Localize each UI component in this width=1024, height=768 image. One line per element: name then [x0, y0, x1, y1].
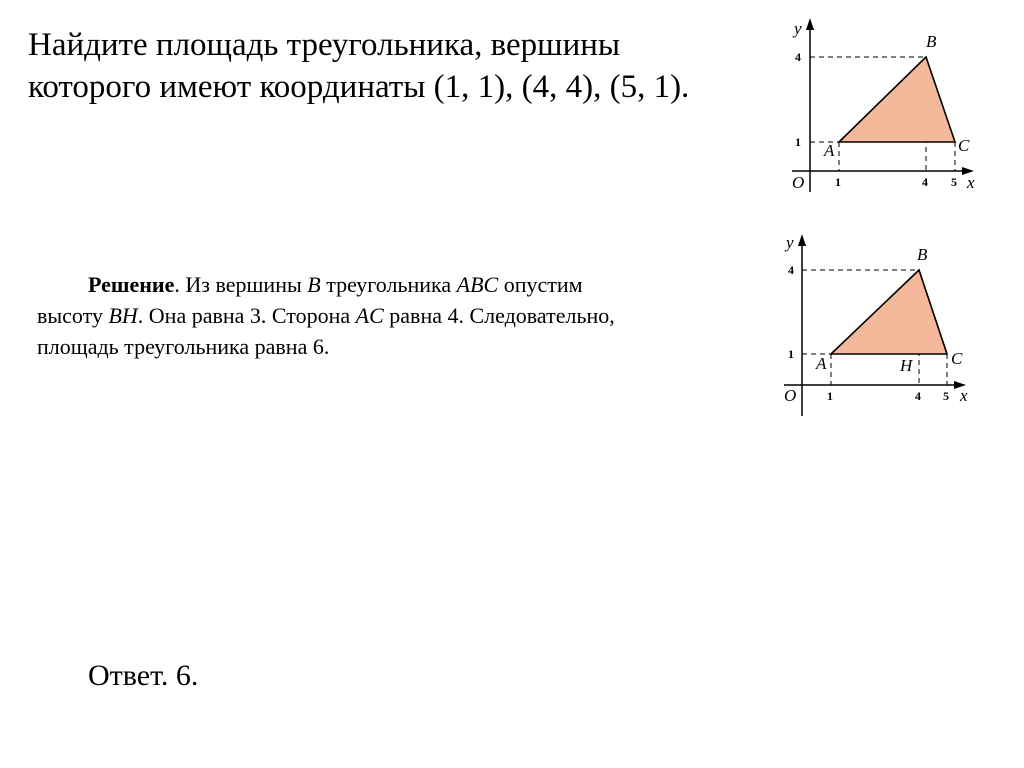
problem-statement [28, 24, 758, 108]
y-axis-label: y [794, 19, 802, 38]
problem-line-1: Найдите площадь треугольника, вершины [28, 27, 621, 63]
solution-text [37, 269, 727, 362]
solution-line-3: площадь треугольника равна 6. [37, 334, 330, 359]
y-axis-label: y [786, 233, 794, 252]
tick-y1: 1 [795, 135, 801, 149]
triangle-height-figure [780, 228, 990, 423]
vertex-a-label: A [824, 141, 835, 160]
tick-y4: 4 [788, 263, 794, 277]
tick-y1: 1 [788, 347, 794, 361]
triangle-figure [780, 12, 990, 207]
y-axis-arrow [806, 18, 814, 30]
tick-x1: 1 [827, 389, 833, 403]
x-axis-label: x [960, 386, 968, 405]
vertex-b-label: B [926, 32, 937, 51]
triangle-abc [831, 270, 947, 354]
tick-y4: 4 [795, 50, 801, 64]
origin-label: O [792, 173, 805, 192]
triangle-plot [780, 12, 990, 207]
point-h-label: H [900, 356, 913, 375]
solution-line-1: Решение. Из вершины B треугольника ABC опустим [88, 272, 583, 297]
y-axis-arrow [798, 234, 806, 246]
tick-x5: 5 [943, 389, 949, 403]
x-axis-label: x [967, 173, 975, 192]
solution-heading: Решение [88, 272, 175, 297]
tick-x5: 5 [951, 175, 957, 189]
triangle-height-plot [780, 228, 990, 423]
tick-x4: 4 [922, 175, 928, 189]
origin-label: O [784, 386, 797, 405]
problem-line-2: которого имеют координаты (1, 1), (4, 4), (5, 1). [28, 69, 690, 105]
vertex-c-label: C [951, 349, 963, 368]
triangle-abc [839, 57, 955, 142]
answer-text: Ответ. 6. [88, 659, 199, 692]
tick-x4: 4 [915, 389, 921, 403]
solution-line-2: высоту BH. Она равна 3. Сторона AC равна 4. Следовательно, [37, 303, 615, 328]
vertex-b-label: B [917, 245, 928, 264]
vertex-a-label: A [816, 354, 827, 373]
vertex-c-label: C [958, 136, 970, 155]
tick-x1: 1 [835, 175, 841, 189]
